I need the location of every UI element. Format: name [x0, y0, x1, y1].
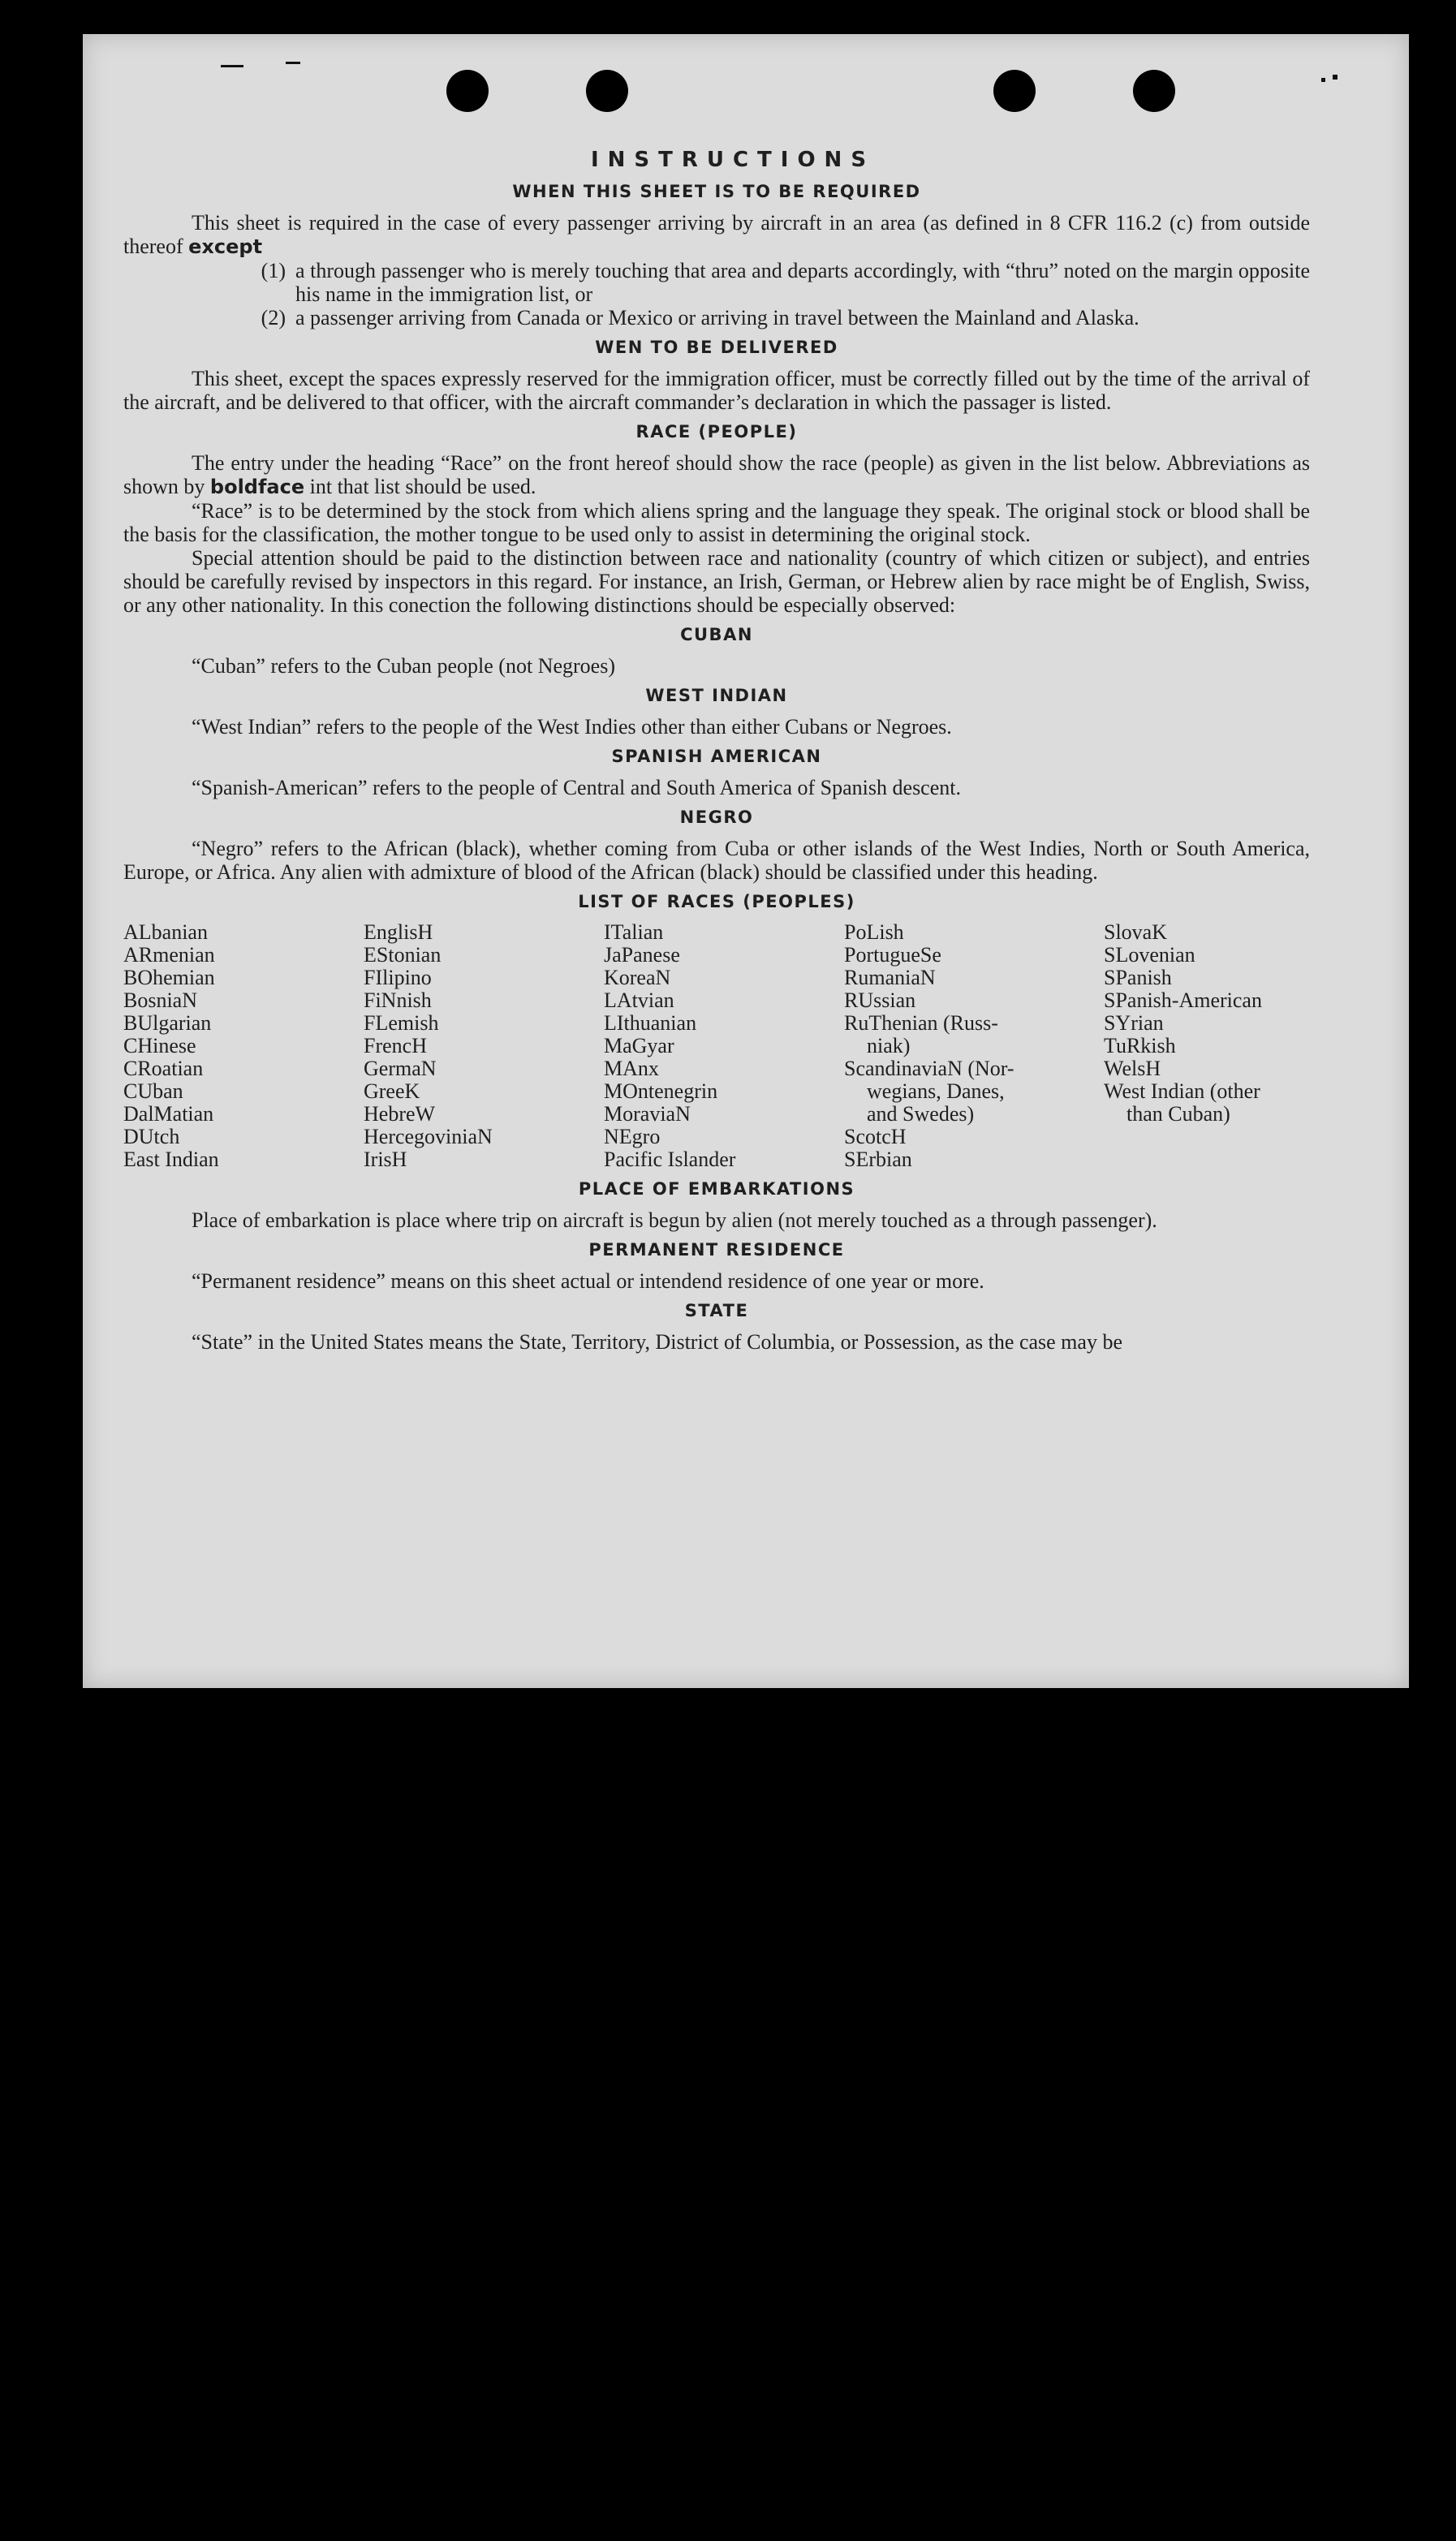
- race-entry: HebreW: [364, 1102, 436, 1126]
- race-entry: SPanish-American: [1104, 988, 1262, 1012]
- race-column: [364, 921, 604, 1171]
- race-entry: RuThenian (Russ-: [844, 1011, 998, 1035]
- race-entry: FLemish: [364, 1011, 439, 1035]
- race-entry: LIthuanian: [604, 1011, 697, 1035]
- race-entry: West Indian (other: [1104, 1079, 1260, 1103]
- race-entry: niak): [867, 1034, 911, 1057]
- punch-hole: [993, 70, 1036, 112]
- race-entry: than Cuban): [1126, 1102, 1230, 1126]
- section-heading-when-required: WHEN THIS SHEET IS TO BE REQUIRED: [512, 182, 921, 201]
- race-p1-text: The entry under the heading “Race” on the front hereof should show the race (people) as given in the list below. Abbreviations as shown by: [123, 451, 1310, 498]
- race-entry: RumaniaN: [844, 966, 936, 989]
- negro-text: “Negro” refers to the African (black), whether coming from Cuba or other islands of the West Indies, North or South America, Europe, or Africa. Any alien with admixture of blood of the African (black) should be classified under this heading.: [123, 837, 1310, 884]
- race-entry: East Indian: [123, 1148, 219, 1171]
- race-entry: ScotcH: [844, 1125, 907, 1148]
- page-title: INSTRUCTIONS: [590, 148, 876, 172]
- race-entry: FrencH: [364, 1034, 427, 1057]
- race-entry: Pacific Islander: [604, 1148, 736, 1171]
- race-entry: GermaN: [364, 1057, 437, 1080]
- when-required-intro-text: This sheet is required in the case of every passenger arriving by aircraft in an area (as defined in 8 CFR 116.2 (c) from outside thereof: [123, 211, 1310, 258]
- race-entry: HercegoviniaN: [364, 1125, 493, 1148]
- race-column: [604, 921, 844, 1171]
- race-entry: FiNnish: [364, 988, 432, 1012]
- race-entry: and Swedes): [867, 1102, 975, 1126]
- race-column: [1104, 921, 1315, 1171]
- race-entry: SPanish: [1104, 966, 1172, 989]
- paper-speck: [1333, 75, 1338, 80]
- race-entry: JaPanese: [604, 943, 680, 967]
- section-heading-state: STATE: [684, 1301, 749, 1320]
- section-heading-west-indian: WEST INDIAN: [645, 686, 788, 705]
- race-entry: TuRkish: [1104, 1034, 1176, 1057]
- race-p1-end-text: int that list should be used.: [309, 475, 536, 498]
- race-entry: ITalian: [604, 920, 664, 944]
- race-paragraph-3: Special attention should be paid to the distinction between race and nationality (country of which citizen or subject), and entries should be carefully revised by inspectors in this regard. For instance, an Irish, German, or Hebrew alien by race might be of English, Swiss, or any other nationality. In this conection the following distinctions should be especially observed:: [123, 546, 1310, 617]
- when-delivered-text: This sheet, except the spaces expressly reserved for the immigration officer, must be correctly filled out by the time of the arrival of the aircraft, and be delivered to that officer, with the aircraft commander’s declaration in which the passager is listed.: [123, 367, 1310, 414]
- when-required-intro: [123, 211, 1310, 259]
- race-entry: LAtvian: [604, 988, 674, 1012]
- race-entry: DUtch: [123, 1125, 180, 1148]
- embarkation-text: Place of embarkation is place where trip on aircraft is begun by alien (not merely touched as a through passenger).: [192, 1208, 1157, 1232]
- boldface-bold-text: boldface: [209, 476, 305, 498]
- race-entry: DalMatian: [123, 1102, 214, 1126]
- section-heading-race: RACE (PEOPLE): [635, 422, 798, 441]
- race-column: [123, 921, 364, 1171]
- race-entry: EnglisH: [364, 920, 433, 944]
- race-entry: NEgro: [604, 1125, 661, 1148]
- races-list: [123, 921, 1310, 1171]
- race-paragraph-1: [123, 451, 1310, 499]
- race-entry: CRoatian: [123, 1057, 204, 1080]
- section-heading-spanish-american: SPANISH AMERICAN: [611, 747, 822, 766]
- race-entry: ScandinaviaN (Nor-: [844, 1057, 1014, 1080]
- section-heading-negro: NEGRO: [679, 808, 754, 827]
- race-entry: MOntenegrin: [604, 1079, 718, 1103]
- punch-hole: [586, 70, 628, 112]
- race-entry: ARmenian: [123, 943, 215, 967]
- spanish-american-text: “Spanish-American” refers to the people of Central and South America of Spanish descent.: [192, 776, 961, 799]
- race-entry: EStonian: [364, 943, 442, 967]
- race-entry: BOhemian: [123, 966, 215, 989]
- race-entry: KoreaN: [604, 966, 671, 989]
- race-entry: FIlipino: [364, 966, 432, 989]
- race-entry: SYrian: [1104, 1011, 1164, 1035]
- west-indian-text: “West Indian” refers to the people of the West Indies other than either Cubans or Negroes.: [192, 715, 952, 739]
- paper-speck: [221, 65, 243, 67]
- race-entry: PoLish: [844, 920, 904, 944]
- exception-item-text: a passenger arriving from Canada or Mexico or arriving in travel between the Mainland and Alaska.: [295, 306, 1139, 329]
- race-entry: IrisH: [364, 1148, 407, 1171]
- race-entry: CHinese: [123, 1034, 196, 1057]
- race-entry: MAnx: [604, 1057, 659, 1080]
- permanent-residence-text: “Permanent residence” means on this sheet actual or intendend residence of one year or more.: [192, 1269, 984, 1293]
- race-entry: WelsH: [1104, 1057, 1161, 1080]
- race-entry: ALbanian: [123, 920, 208, 944]
- race-entry: SLovenian: [1104, 943, 1195, 967]
- race-entry: SErbian: [844, 1148, 912, 1171]
- race-entry: MoraviaN: [604, 1102, 691, 1126]
- race-entry: wegians, Danes,: [867, 1079, 1005, 1103]
- exception-item-number: (1): [261, 259, 286, 282]
- race-entry: PortugueSe: [844, 943, 941, 967]
- paper-speck: [1321, 78, 1325, 82]
- instructions-content: [123, 148, 1310, 1354]
- cuban-text: “Cuban” refers to the Cuban people (not Negroes): [192, 654, 615, 678]
- exception-item: [123, 306, 1310, 329]
- race-entry: SlovaK: [1104, 920, 1167, 944]
- punch-hole: [446, 70, 489, 112]
- race-entry: BosniaN: [123, 988, 197, 1012]
- section-heading-when-delivered: WEN TO BE DELIVERED: [595, 338, 838, 357]
- section-heading-list-of-races: LIST OF RACES (PEOPLES): [578, 892, 855, 911]
- race-entry: CUban: [123, 1079, 183, 1103]
- exception-item-text: a through passenger who is merely touching that area and departs accordingly, with “thru” noted on the margin opposite his name in the immigration list, or: [295, 259, 1310, 306]
- document-sheet: [83, 34, 1409, 1688]
- race-entry: BUlgarian: [123, 1011, 212, 1035]
- race-column: [844, 921, 1104, 1171]
- section-heading-cuban: CUBAN: [680, 625, 753, 644]
- race-entry: RUssian: [844, 988, 916, 1012]
- exception-item-number: (2): [261, 306, 286, 329]
- state-text: “State” in the United States means the State, Territory, District of Columbia, or Possession, as the case may be: [192, 1330, 1122, 1354]
- except-bold-text: except: [188, 235, 263, 258]
- punch-hole: [1133, 70, 1175, 112]
- race-entry: GreeK: [364, 1079, 420, 1103]
- race-paragraph-2: “Race” is to be determined by the stock from which aliens spring and the language they speak. The original stock or blood shall be the basis for the classification, the mother tongue to be used only to assist in determining the original stock.: [123, 499, 1310, 546]
- paper-speck: [286, 62, 300, 64]
- race-entry: MaGyar: [604, 1034, 674, 1057]
- exception-item: [123, 259, 1310, 306]
- section-heading-permanent-residence: PERMANENT RESIDENCE: [588, 1240, 845, 1260]
- section-heading-embarkation: PLACE OF EMBARKATIONS: [578, 1179, 855, 1199]
